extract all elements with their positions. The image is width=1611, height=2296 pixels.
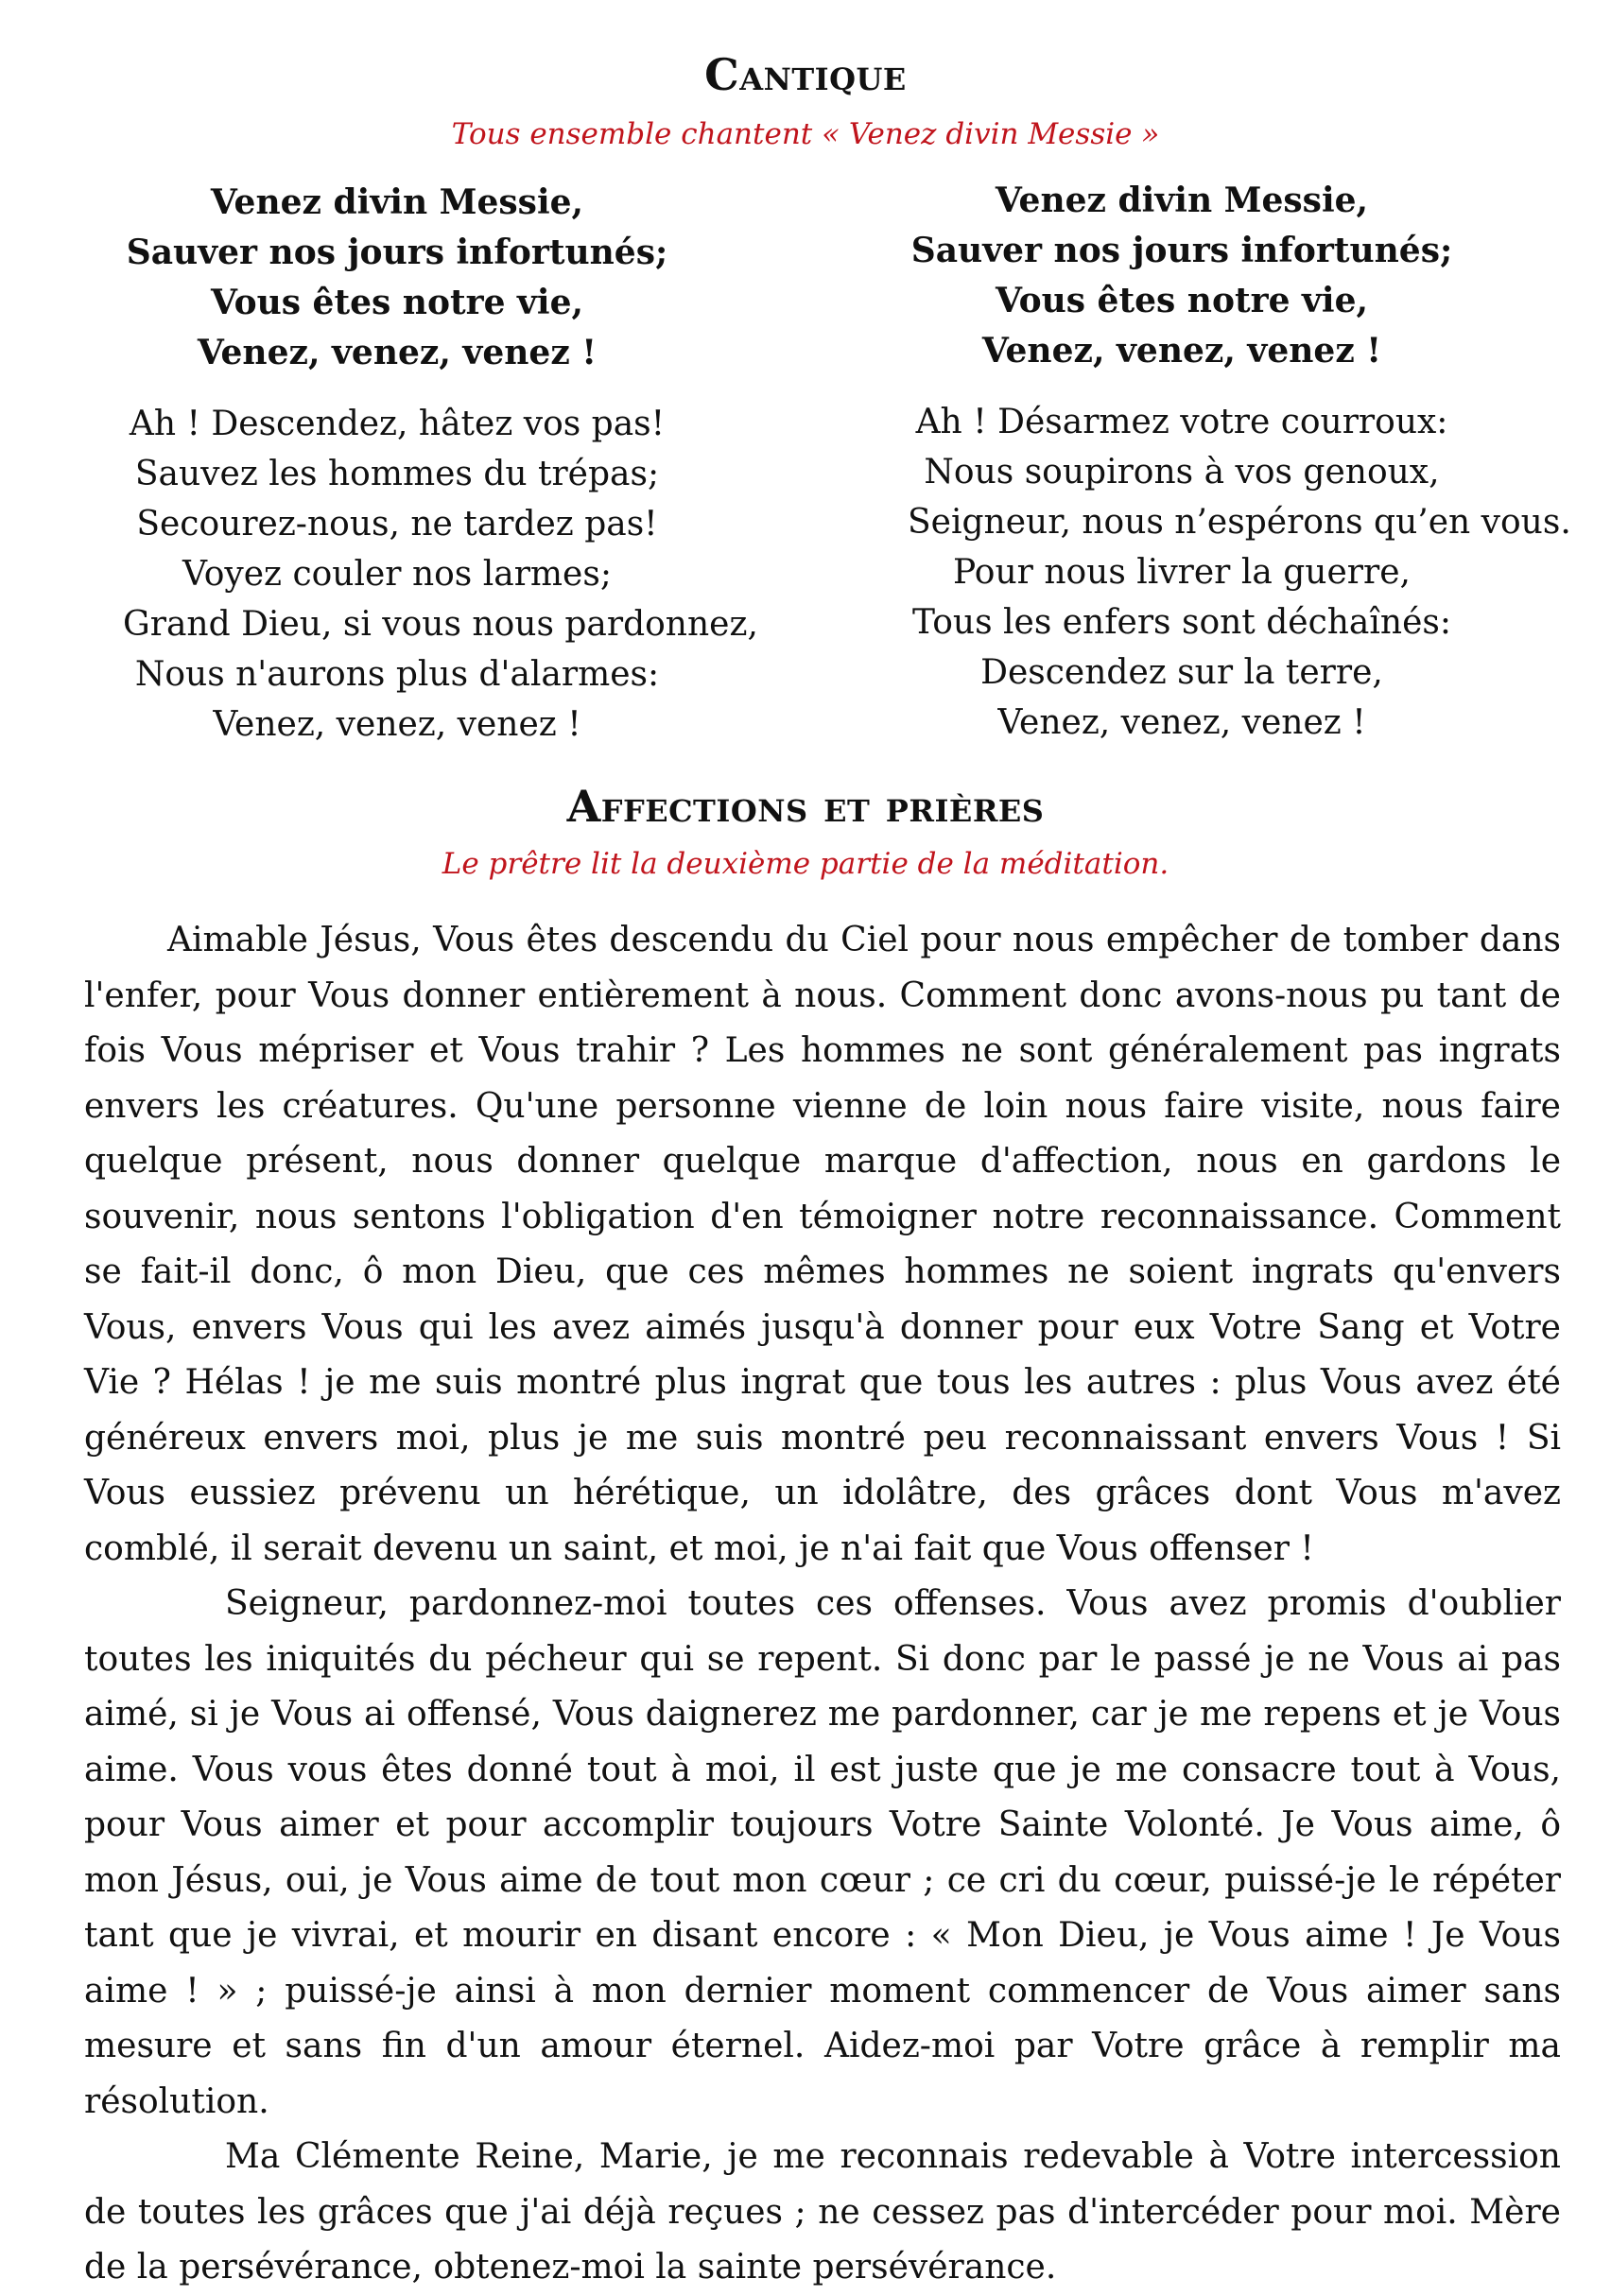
right-verse-line: Seigneur, nous n’espérons qu’en vous. xyxy=(908,503,1571,542)
right-verse-line: Pour nous livrer la guerre, xyxy=(953,553,1411,592)
paragraph: Aimable Jésus, Vous êtes descendu du Ciel pour nous empêcher de tomber dans l'enfer, pour Vous donner entièrement à nous. Comment donc avons-nous pu tant de fois Vous mépriser et Vous trahir ? Les hommes ne sont généralement pas ingrats envers les créatures. Qu'une personne vienne de loin nous faire visite, nous faire quelque présent, nous donner quelque marque d'affection, nous en gardons le souvenir, nous sentons l'obligation d'en témoigner notre reconnaissance. Comment se fait-il donc, ô mon Dieu, que ces mêmes hommes ne soient ingrats qu'envers Vous, envers Vous qui les avez aimés jusqu'à donner pour eux Votre Sang et Votre Vie ? Hélas ! je me suis montré plus ingrat que tous les autres : plus Vous avez été généreux envers moi, plus je me suis montré peu reconnaissant envers Vous ! Si Vous eussiez prévenu un hérétique, un idolâtre, des grâces dont Vous m'avez comblé, il serait devenu un saint, et moi, je n'ai fait que Vous offenser ! xyxy=(84,921,1561,1568)
left-verse-line: Nous n'aurons plus d'alarmes: xyxy=(134,655,660,694)
left-verse-line: Ah ! Descendez, hâtez vos pas! xyxy=(129,405,666,443)
meditation-text xyxy=(84,913,1561,2296)
paragraph: Ma Clémente Reine, Marie, je me reconnais redevable à Votre intercession de toutes les grâces que j'ai déjà reçues ; ne cessez pas d'intercéder pour moi. Mère de la persévérance, obtenez-moi la sainte persévérance. xyxy=(84,2137,1561,2287)
right-verse xyxy=(908,397,1571,748)
affections-heading: Affections et prières xyxy=(566,781,1045,832)
affections-rubric: Le prêtre lit la deuxième partie de la méditation. xyxy=(442,847,1169,881)
cantique-heading: Cantique xyxy=(704,49,907,100)
right-refrain-line: Venez divin Messie, xyxy=(995,181,1369,220)
left-refrain xyxy=(123,178,671,378)
right-refrain-line: Venez, venez, venez ! xyxy=(981,331,1382,371)
right-verse-line: Descendez sur la terre, xyxy=(980,653,1383,692)
right-refrain-line: Sauver nos jours infortunés; xyxy=(910,231,1453,270)
left-verse xyxy=(123,399,758,750)
left-verse-line: Sauvez les hommes du trépas; xyxy=(134,455,660,493)
left-refrain-line: Sauver nos jours infortunés; xyxy=(126,233,668,272)
right-verse-line: Venez, venez, venez ! xyxy=(997,703,1366,742)
left-verse-line: Voyez couler nos larmes; xyxy=(182,555,612,594)
left-refrain-line: Venez, venez, venez ! xyxy=(197,333,598,372)
left-refrain-line: Vous êtes notre vie, xyxy=(210,283,584,322)
left-verse-line: Venez, venez, venez ! xyxy=(213,705,581,744)
cantique-rubric: Tous ensemble chantent « Venez divin Messie » xyxy=(451,117,1160,151)
right-verse-line: Ah ! Désarmez votre courroux: xyxy=(915,403,1448,441)
right-refrain-line: Vous êtes notre vie, xyxy=(995,281,1369,320)
right-refrain xyxy=(908,176,1456,376)
left-verse-line: Grand Dieu, si vous nous pardonnez, xyxy=(123,605,758,644)
left-refrain-line: Venez divin Messie, xyxy=(210,182,584,222)
left-verse-line: Secourez-nous, ne tardez pas! xyxy=(136,505,658,544)
right-verse-line: Nous soupirons à vos genoux, xyxy=(924,453,1440,492)
right-verse-line: Tous les enfers sont déchaînés: xyxy=(912,603,1451,642)
paragraph: Seigneur, pardonnez-moi toutes ces offenses. Vous avez promis d'oublier toutes les iniquités du pécheur qui se repent. Si donc par le passé je ne Vous ai pas aimé, si je Vous ai offensé, Vous daignerez me pardonner, car je me repens et je Vous aime. Vous vous êtes donné tout à moi, il est juste que je me consacre tout à Vous, pour Vous aimer et pour accomplir toujours Votre Sainte Volonté. Je Vous aime, ô mon Jésus, oui, je Vous aime de tout mon cœur ; ce cri du cœur, puissé-je le répéter tant que je vivrai, et mourir en disant encore : « Mon Dieu, je Vous aime ! Je Vous aime ! » ; puissé-je ainsi à mon dernier moment commencer de Vous aimer sans mesure et sans fin d'un amour éternel. Aidez-moi par Votre grâce à remplir ma résolution. xyxy=(84,1584,1561,2121)
